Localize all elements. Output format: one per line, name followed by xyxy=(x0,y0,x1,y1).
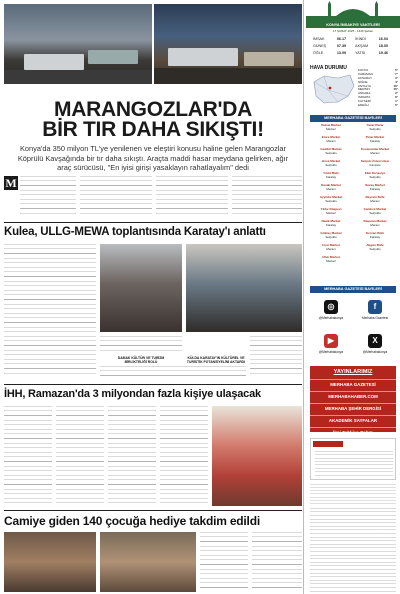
konya-map xyxy=(310,72,356,106)
ihh-body-1 xyxy=(4,406,52,506)
weather-city: ANTALYA 16° xyxy=(358,83,398,88)
dealer-entry: Uçar Market Meram xyxy=(322,243,340,251)
prayer-name: İKİNDİ xyxy=(355,36,366,41)
dealer-entry: Savaş Market Karatay xyxy=(365,183,385,191)
weather-city: ISPARTA 6° xyxy=(358,95,398,100)
kulea-body-lower xyxy=(100,366,246,380)
prayer-time: 16.03 xyxy=(378,36,388,41)
weather-city: KARAMAN 7° xyxy=(358,71,398,76)
instagram-icon: ◎ xyxy=(324,300,338,314)
weather-city: KAYSERİ 1° xyxy=(358,99,398,104)
dealer-entry: Gedikli Market Selçuklu xyxy=(320,147,342,155)
section-rule xyxy=(4,510,302,511)
dealer-entry: Ufuk Market Merkez xyxy=(322,255,340,263)
social-handle: @Merhabakonya xyxy=(318,316,344,320)
weather-city: ANKARA 2° xyxy=(358,91,398,96)
weather-city: AKSARAY 3° xyxy=(358,75,398,80)
kulea-body-mid xyxy=(100,336,182,352)
sidebar-divider xyxy=(303,0,304,594)
ihh-headline: İHH, Ramazan'da 3 milyondan fazla kişiye ulaşacak xyxy=(4,388,261,400)
social-link[interactable] xyxy=(356,334,394,354)
section-rule xyxy=(4,222,302,223)
prayer-name: İMSAK xyxy=(313,36,325,41)
dealer-entry: Yıldız Büfe Karatay xyxy=(323,171,339,179)
weather-city: NİĞDE 4° xyxy=(358,79,398,84)
lead-body: M xyxy=(4,176,302,218)
dealer-entry: Yazar Pazar Selçuklu xyxy=(366,123,384,131)
ihh-body-3 xyxy=(108,406,156,506)
dealer-entry: Selçuk Üniversitesi Kampüs xyxy=(360,159,390,167)
camiye-photo-2 xyxy=(100,532,196,592)
imsak-title: KONYA İMSAKİYE VAKİTLERİ xyxy=(306,22,400,28)
kulea-headline: Kulea, ULLG-MEWA toplantısında Karatay'ı anlattı xyxy=(4,226,266,238)
weather-city: KONYA 5° xyxy=(358,68,398,72)
kulea-body-right xyxy=(250,336,302,376)
prayer-row xyxy=(312,36,394,41)
publications-title: YAYINLARIMIZ xyxy=(333,369,373,375)
dealer-list xyxy=(310,124,396,268)
x-icon: X xyxy=(368,334,382,348)
lead-deck: Konya'da 350 milyon TL'ye yenilenen ve eleştiri konusu haline gelen Marangozlar Köprülü Kavşağında bir tır daha sıkıştı. Araçta maddi hasar meydana gelirken, ağır araç sürücüsü, "En iyisi girişi yasaklayın rahatlayalım" dedi xyxy=(17,144,289,172)
staff-title: MERHABA GAZETESİ BAYİLERİ xyxy=(310,115,396,122)
section-rule xyxy=(4,384,302,385)
prayer-name: ÖĞLE xyxy=(313,50,324,55)
camiye-body-1 xyxy=(200,532,248,592)
weather-city: EREĞLİ 5° xyxy=(358,103,398,108)
social-links xyxy=(310,296,396,368)
publication-link[interactable]: MERHABA GAZETESİ xyxy=(310,379,396,387)
dealer-entry: Yıldız Kitapevi Merkez xyxy=(320,207,342,215)
dealer-entry: Bayram Büfe Meram xyxy=(365,195,385,203)
prayer-time: 19.46 xyxy=(378,50,388,55)
dealer-entry: Ekin Kırtasiye Selçuklu xyxy=(364,171,386,179)
camiye-photo-1 xyxy=(4,532,96,592)
dealer-entry: Ayyıldız Market Selçuklu xyxy=(319,195,343,203)
dealer-entry: Kubat Market Merkez xyxy=(321,123,341,131)
social-link[interactable] xyxy=(312,300,350,320)
dealer-entry: Kervan Büfe Karatay xyxy=(365,231,385,239)
social-title: MERHABA GAZETESİ BAYİLERİ xyxy=(310,286,396,293)
prayer-times-table xyxy=(310,34,396,57)
dealer-entry: Akgün Büfe Selçuklu xyxy=(366,243,384,251)
prayer-time: 18.00 xyxy=(378,43,388,48)
prayer-time: 06.17 xyxy=(336,36,347,41)
ihh-photo xyxy=(212,406,302,506)
dealer-entry: Kocamanlar Market Meram xyxy=(360,147,390,155)
lead-headline: MARANGOZLAR'DA BİR TIR DAHA SIKIŞTI! xyxy=(42,98,264,141)
dealer-entry xyxy=(354,256,396,268)
dealer-row xyxy=(310,256,396,268)
kulea-body-left xyxy=(4,244,96,374)
weather-title: HAVA DURUMU xyxy=(310,65,347,71)
lead-photo-left xyxy=(4,4,152,84)
prayer-time: 07.39 xyxy=(336,43,347,48)
dealer-entry: Çamlıca Market Selçuklu xyxy=(363,207,387,215)
publications-panel xyxy=(310,366,396,435)
camiye-headline: Camiye giden 140 çocuğa hediye takdim edildi xyxy=(4,514,260,528)
index-list xyxy=(310,508,396,592)
prayer-name: AKŞAM xyxy=(355,43,369,48)
social-link[interactable] xyxy=(356,300,394,320)
dealer-entry: Emre Market Meram xyxy=(321,135,341,143)
publication-link[interactable]: MERHABAHABER.COM xyxy=(310,391,396,399)
youtube-icon: ▶ xyxy=(324,334,338,348)
publication-link[interactable]: MERHABA ŞEHİR DERGİSİ xyxy=(310,403,396,411)
imprint-box xyxy=(310,484,396,504)
weather-city: MERSİN 15° xyxy=(358,87,398,92)
lead-photo-right xyxy=(154,4,302,84)
dealer-entry: Kavak Market Meram xyxy=(321,183,341,191)
facebook-icon: f xyxy=(368,300,382,314)
ihh-body-2 xyxy=(56,406,104,506)
dealer-entry: Nazik Market Karatay xyxy=(321,219,341,227)
dealer-entry: Hoca Market Selçuklu xyxy=(321,159,341,167)
kulea-photo-2 xyxy=(186,244,302,332)
ad-box xyxy=(310,438,396,480)
dealer-entry: Pınar Market Karatay xyxy=(365,135,385,143)
kulea-photo-1 xyxy=(100,244,182,332)
prayer-row xyxy=(312,43,394,48)
prayer-name: GÜNEŞ xyxy=(313,43,327,48)
prayer-row xyxy=(312,50,394,55)
kulea-caption-2: KÜLDA KARATAY'IN KÜLTÜREL VE TURİSTİK POTANSİYELİNİ AKTARDI xyxy=(186,356,246,365)
mosque-icon xyxy=(306,0,400,22)
publication-link[interactable]: AKADEMİK SAYFALAR xyxy=(310,415,396,423)
sidebar xyxy=(306,0,400,594)
social-handle: @Merhabakonya xyxy=(362,350,388,354)
camiye-body-2 xyxy=(252,532,302,592)
weather-city-list xyxy=(358,68,398,107)
prayer-name: YATSI xyxy=(355,50,366,55)
prayer-time: 13.09 xyxy=(336,50,347,55)
kulea-caption-1: DAMAK KÜLTÜR VE TURİZM BİRLİKTELİĞİ ROLÜ xyxy=(117,356,165,365)
dealer-entry: Başaran Market Meram xyxy=(363,219,387,227)
social-link[interactable] xyxy=(312,334,350,354)
social-handle: @Merhabakonya xyxy=(318,350,344,354)
dealer-entry: Göktaş Market Selçuklu xyxy=(320,231,342,239)
social-handle: Merhaba Gazetesi xyxy=(361,316,389,320)
imsak-date: 17 ŞUBAT 2025 - 1446 Şaban xyxy=(332,29,374,33)
publication-link[interactable]: İlmi Tahkiye Rahm xyxy=(310,427,396,435)
ihh-body-4 xyxy=(160,406,208,506)
